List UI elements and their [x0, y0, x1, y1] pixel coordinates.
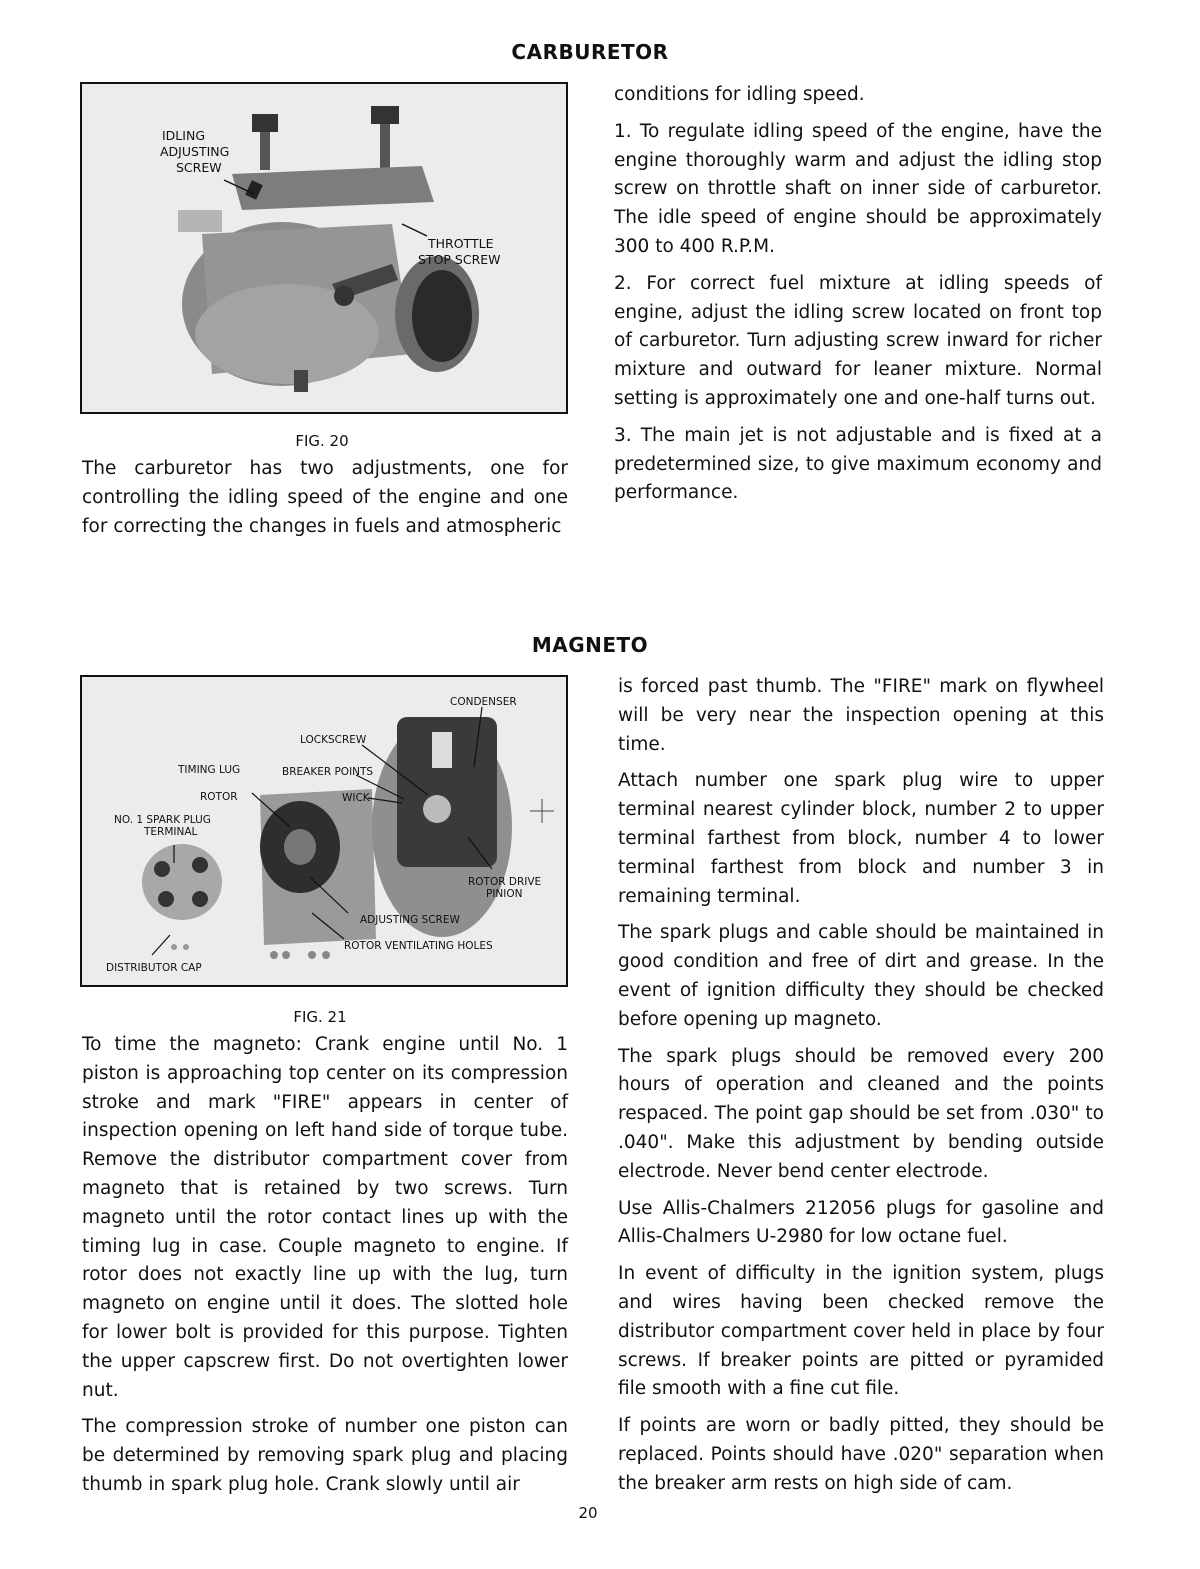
carburetor-paragraph: conditions for idling speed.: [614, 84, 865, 105]
label-rotor-drive-2: PINION: [486, 888, 523, 900]
magneto-paragraph: The spark plugs and cable should be maintained in good condition and free of dirt and grease. In the event of ignition difficulty they should be checked before opening up magneto.: [618, 922, 1104, 1030]
magneto-paragraph: Use Allis-Chalmers 212056 plugs for gasoline and Allis-Chalmers U-2980 for low octane fuel.: [618, 1197, 1104, 1248]
label-distributor-cap: DISTRIBUTOR CAP: [106, 962, 202, 974]
carburetor-right-column: [614, 81, 1102, 508]
label-adjusting-screw: ADJUSTING SCREW: [360, 914, 460, 926]
figure-20-caption: FIG. 20: [295, 432, 349, 450]
label-breaker-points: BREAKER POINTS: [282, 766, 374, 778]
figure-21-caption: FIG. 21: [293, 1008, 347, 1026]
page-number: 20: [578, 1504, 598, 1522]
label-idling-2: ADJUSTING: [160, 144, 230, 159]
label-wick: WICK: [342, 792, 370, 804]
label-spark-plug-1: NO. 1 SPARK PLUG: [114, 814, 211, 826]
label-idling-3: SCREW: [176, 160, 222, 175]
magneto-paragraph: In event of difficulty in the ignition system, plugs and wires having been checked remove the distributor compartment cover held in place by four screws. If breaker points are pitted or pyramided file smooth with a fine cut file.: [618, 1263, 1104, 1400]
magneto-paragraph: Attach number one spark plug wire to upper terminal nearest cylinder block, number 2 to upper terminal farthest from block, number 4 to lower terminal farthest from block and number 3 in remaining terminal.: [618, 770, 1104, 907]
carburetor-paragraph: 1. To regulate idling speed of the engine, have the engine thoroughly warm and adjust the idling stop screw on throttle shaft on inner side of carburetor. The idle speed of engine should be approximately 300 to 400 R.P.M.: [614, 120, 1102, 257]
magneto-paragraph: The spark plugs should be removed every 200 hours of operation and cleaned and the points respaced. The point gap should be set from .030" to .040". Make this adjustment by bending outside electrode. Never bend center electrode.: [618, 1045, 1104, 1182]
carburetor-paragraph: 2. For correct fuel mixture at idling speeds of engine, adjust the idling screw located on front top of carburetor. Turn adjusting screw inward for richer mixture and outward for leaner mixture. Normal setting is approximately one and one-half turns out.: [614, 272, 1102, 409]
carburetor-paragraph: 3. The main jet is not adjustable and is fixed at a predetermined size, to give maximum economy and performance.: [614, 424, 1102, 504]
label-rotor-drive-1: ROTOR DRIVE: [468, 876, 542, 888]
magneto-paragraph: The compression stroke of number one piston can be determined by removing spark plug and placing thumb in spark plug hole. Crank slowly until air: [82, 1416, 568, 1495]
magneto-illustration: [82, 677, 566, 985]
magneto-heading: MAGNETO: [531, 633, 649, 657]
label-rotor: ROTOR: [200, 791, 238, 803]
carburetor-left-paragraph: The carburetor has two adjustments, one for controlling the idling speed of the engine and one for correcting the changes in fuels and atmospheric: [82, 458, 568, 537]
carburetor-heading: CARBURETOR: [511, 40, 669, 64]
label-throttle-2: STOP SCREW: [418, 252, 501, 267]
label-throttle-1: THROTTLE: [428, 236, 494, 251]
figure-20-carburetor: [80, 82, 568, 414]
magneto-left-column: [82, 1031, 568, 1500]
label-lockscrew: LOCKSCREW: [300, 734, 367, 746]
magneto-paragraph: To time the magneto: Crank engine until No. 1 piston is approaching top center on its compression stroke and mark "FIRE" appears in center of inspection opening on left hand side of torque tube. Remove the distributor compartment cover from magneto that is retained by two screws. Turn magneto until the rotor contact lines up with the timing lug in case. Couple magneto to engine. If rotor does not exactly line up with the lug, turn magneto on engine until it does. The slotted hole for lower bolt is provided for this purpose. Tighten the upper capscrew first. Do not overtighten lower nut.: [82, 1034, 568, 1401]
label-idling-1: IDLING: [162, 128, 205, 143]
magneto-right-column: [618, 673, 1104, 1499]
magneto-paragraph: is forced past thumb. The "FIRE" mark on flywheel will be very near the inspection opening at this time.: [618, 676, 1104, 755]
carburetor-illustration: [82, 84, 566, 412]
label-spark-plug-2: TERMINAL: [144, 826, 198, 838]
label-timing-lug: TIMING LUG: [178, 764, 241, 776]
figure-21-magneto: [80, 675, 568, 987]
label-condenser: CONDENSER: [450, 696, 517, 708]
label-rotor-vent: ROTOR VENTILATING HOLES: [344, 940, 493, 952]
magneto-paragraph: If points are worn or badly pitted, they should be replaced. Points should have .020" separation when the breaker arm rests on high side of cam.: [618, 1415, 1104, 1494]
